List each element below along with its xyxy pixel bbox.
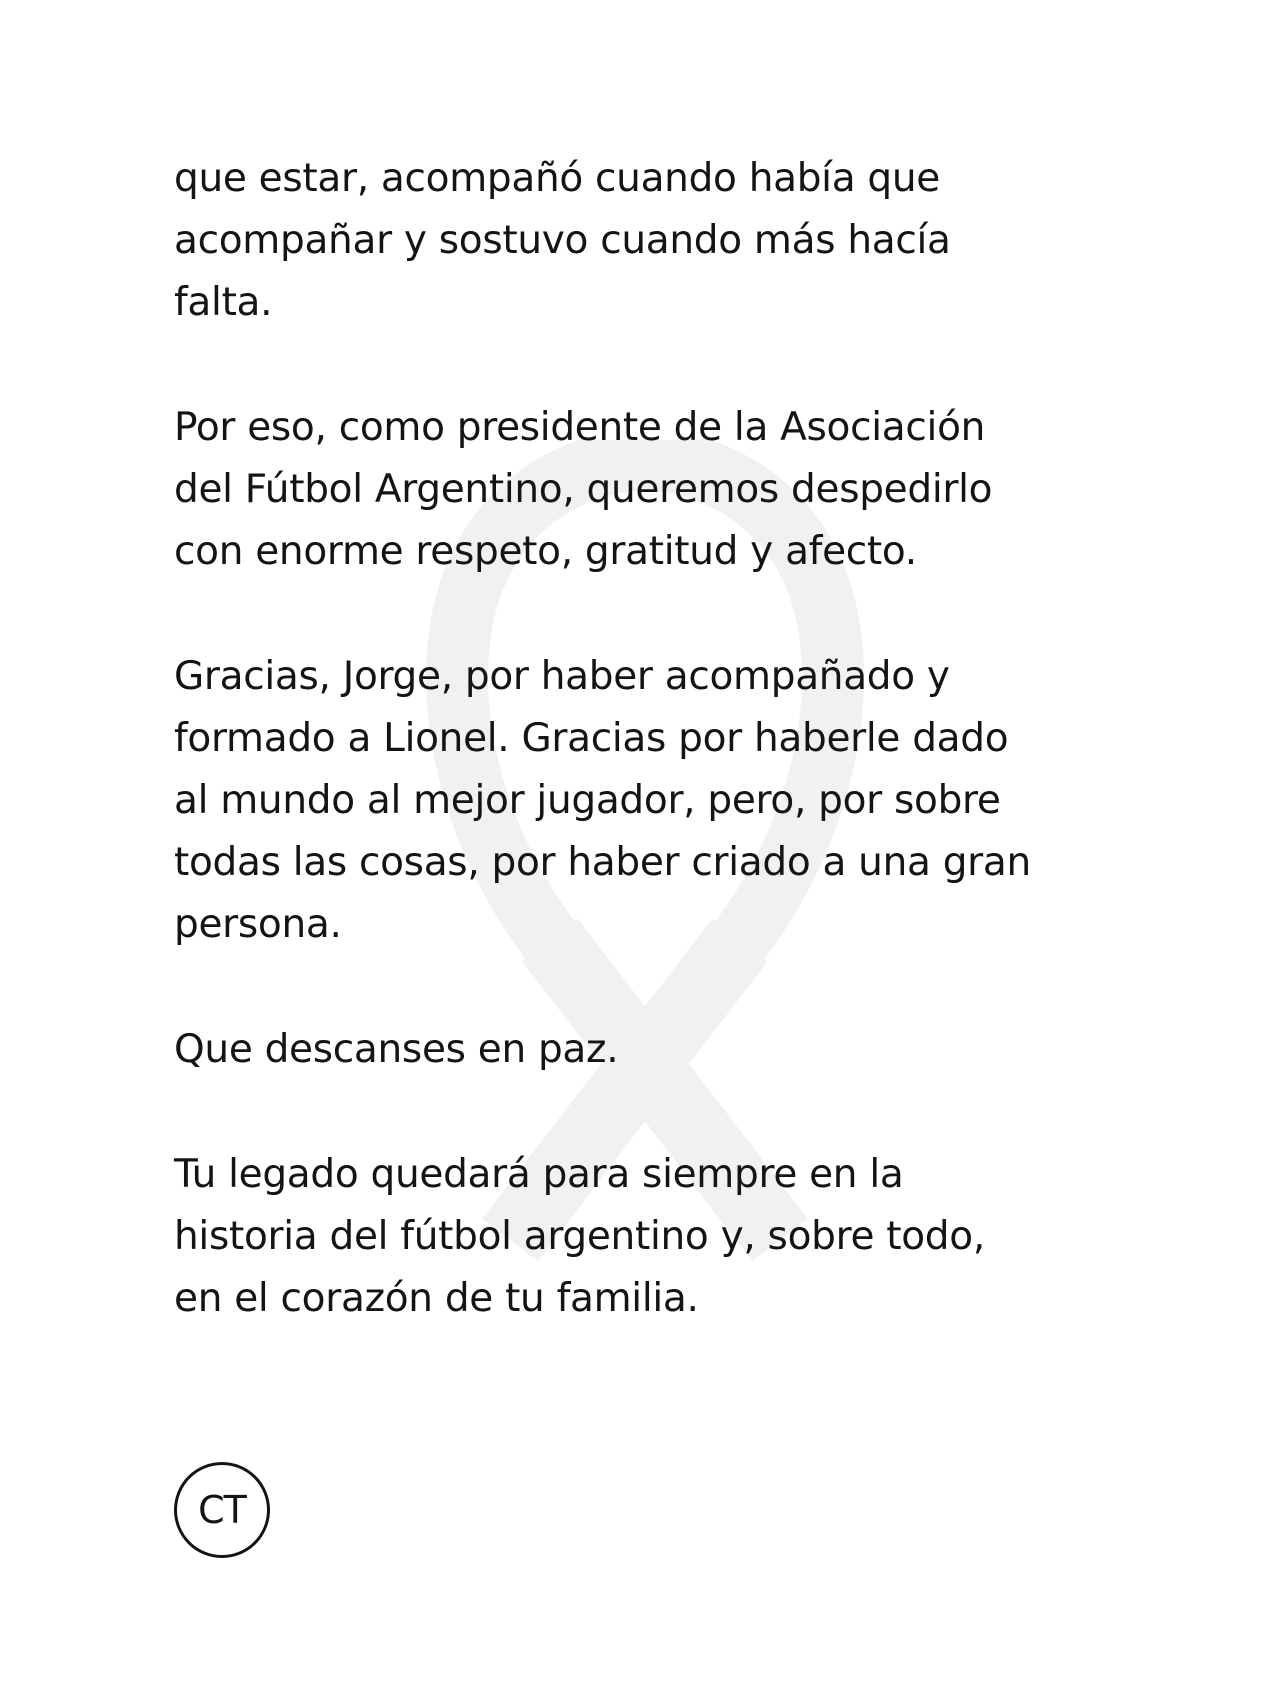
text-line: en el corazón de tu familia. (174, 1276, 699, 1321)
text-line: del Fútbol Argentino, queremos despedirlo (174, 467, 993, 512)
paragraph-1 (174, 148, 1134, 334)
text-line: persona. (174, 902, 342, 947)
text-line: acompañar y sostuvo cuando más hacía (174, 218, 951, 263)
paragraph-2 (174, 397, 1134, 583)
text-line: con enorme respeto, gratitud y afecto. (174, 529, 917, 574)
paragraph-5 (174, 1144, 1134, 1330)
signature-monogram (174, 1462, 270, 1558)
letter-body (174, 148, 1134, 1393)
text-line: Que descanses en paz. (174, 1027, 619, 1072)
text-line: que estar, acompañó cuando había que (174, 156, 940, 201)
text-line: falta. (174, 280, 273, 325)
text-line: al mundo al mejor jugador, pero, por sobre (174, 778, 1001, 823)
paragraph-3 (174, 646, 1134, 956)
text-line: todas las cosas, por haber criado a una gran (174, 840, 1031, 885)
text-line: Por eso, como presidente de la Asociación (174, 405, 986, 450)
text-line: formado a Lionel. Gracias por haberle dado (174, 716, 1009, 761)
paragraph-4 (174, 1019, 1134, 1081)
text-line: historia del fútbol argentino y, sobre todo, (174, 1214, 985, 1259)
text-line: Gracias, Jorge, por haber acompañado y (174, 654, 950, 699)
text-line: Tu legado quedará para siempre en la (174, 1152, 904, 1197)
signature-initials: CT (198, 1488, 246, 1532)
